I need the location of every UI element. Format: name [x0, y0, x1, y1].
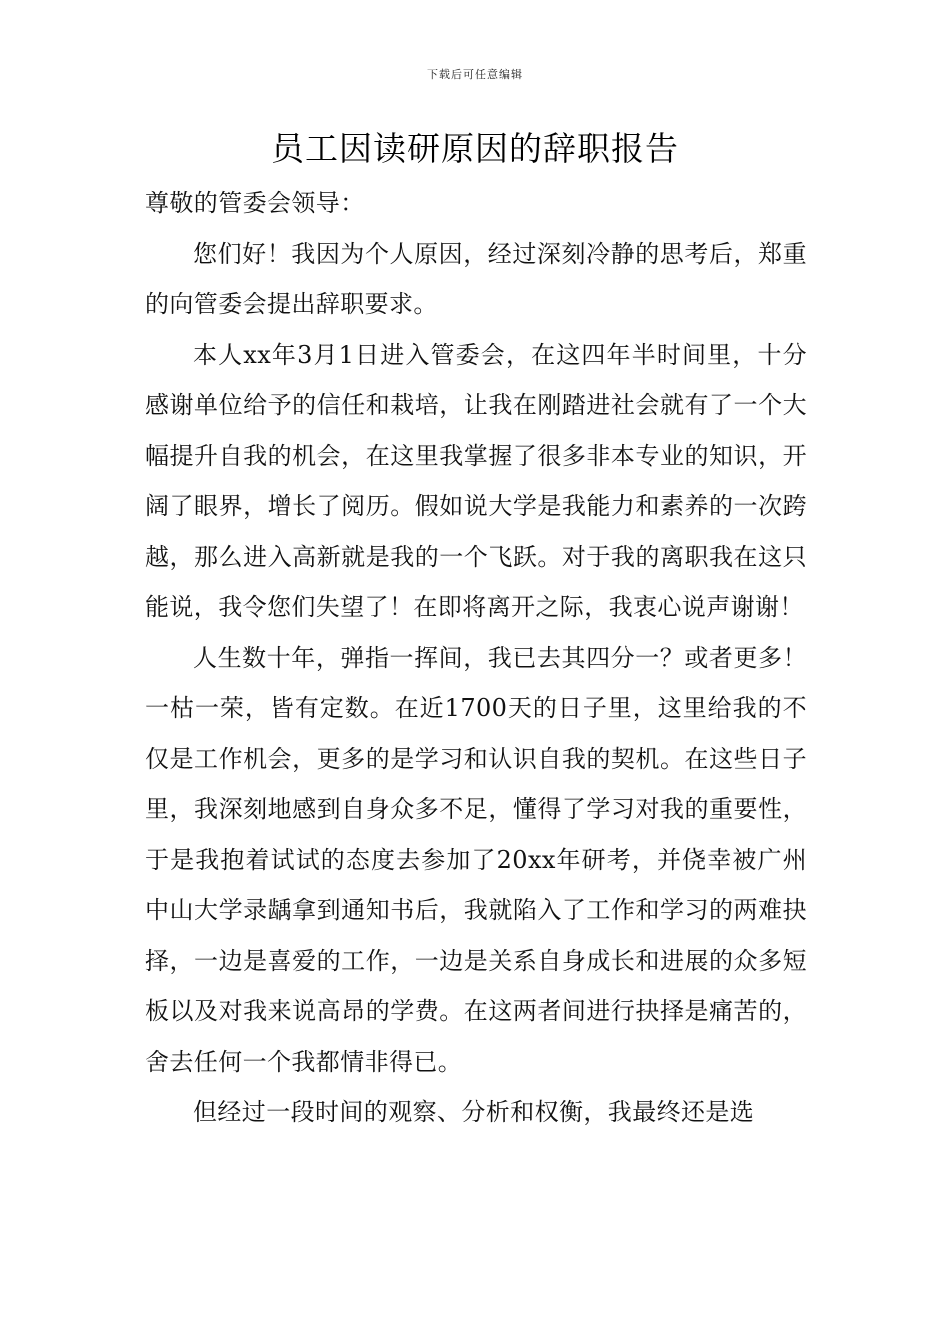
document-title: 员工因读研原因的辞职报告	[271, 129, 679, 168]
document-body	[145, 178, 807, 1138]
salutation: 尊敬的管委会领导：	[145, 189, 365, 217]
paragraph-reason: 人生数十年，弹指一挥间，我已去其四分一？或者更多！一枯一荣，皆有定数。在近1700天的日子里，这里给我的不仅是工作机会，更多的是学习和认识自我的契机。在这些日子里，我深刻地感到自身众多不足，懂得了学习对我的重要性，于是我抱着试试的态度去参加了20xx年研考，并侥幸被广州中山大学录龋拿到通知书后，我就陷入了工作和学习的两难抉择，一边是喜爱的工作，一边是关系自身成长和进展的众多短板以及对我来说高昂的学费。在这两者间进行抉择是痛苦的，舍去任何一个我都情非得已。	[145, 643, 807, 1076]
paragraph-decision: 但经过一段时间的观察、分析和权衡，我最终还是选	[193, 1098, 755, 1126]
header-note: 下载后可任意编辑	[427, 68, 523, 81]
paragraph-background: 本人xx年3月1日进入管委会，在这四年半时间里，十分感谢单位给予的信任和栽培，让我在刚踏进社会就有了一个大幅提升自我的机会，在这里我掌握了很多非本专业的知识，开阔了眼界，增长了阅历。假如说大学是我能力和素养的一次跨越，那么进入高新就是我的一个飞跃。对于我的离职我在这只能说，我令您们失望了！在即将离开之际，我衷心说声谢谢！	[145, 340, 807, 621]
paragraph-greeting: 您们好！我因为个人原因，经过深刻冷静的思考后，郑重的向管委会提出辞职要求。	[145, 239, 807, 318]
